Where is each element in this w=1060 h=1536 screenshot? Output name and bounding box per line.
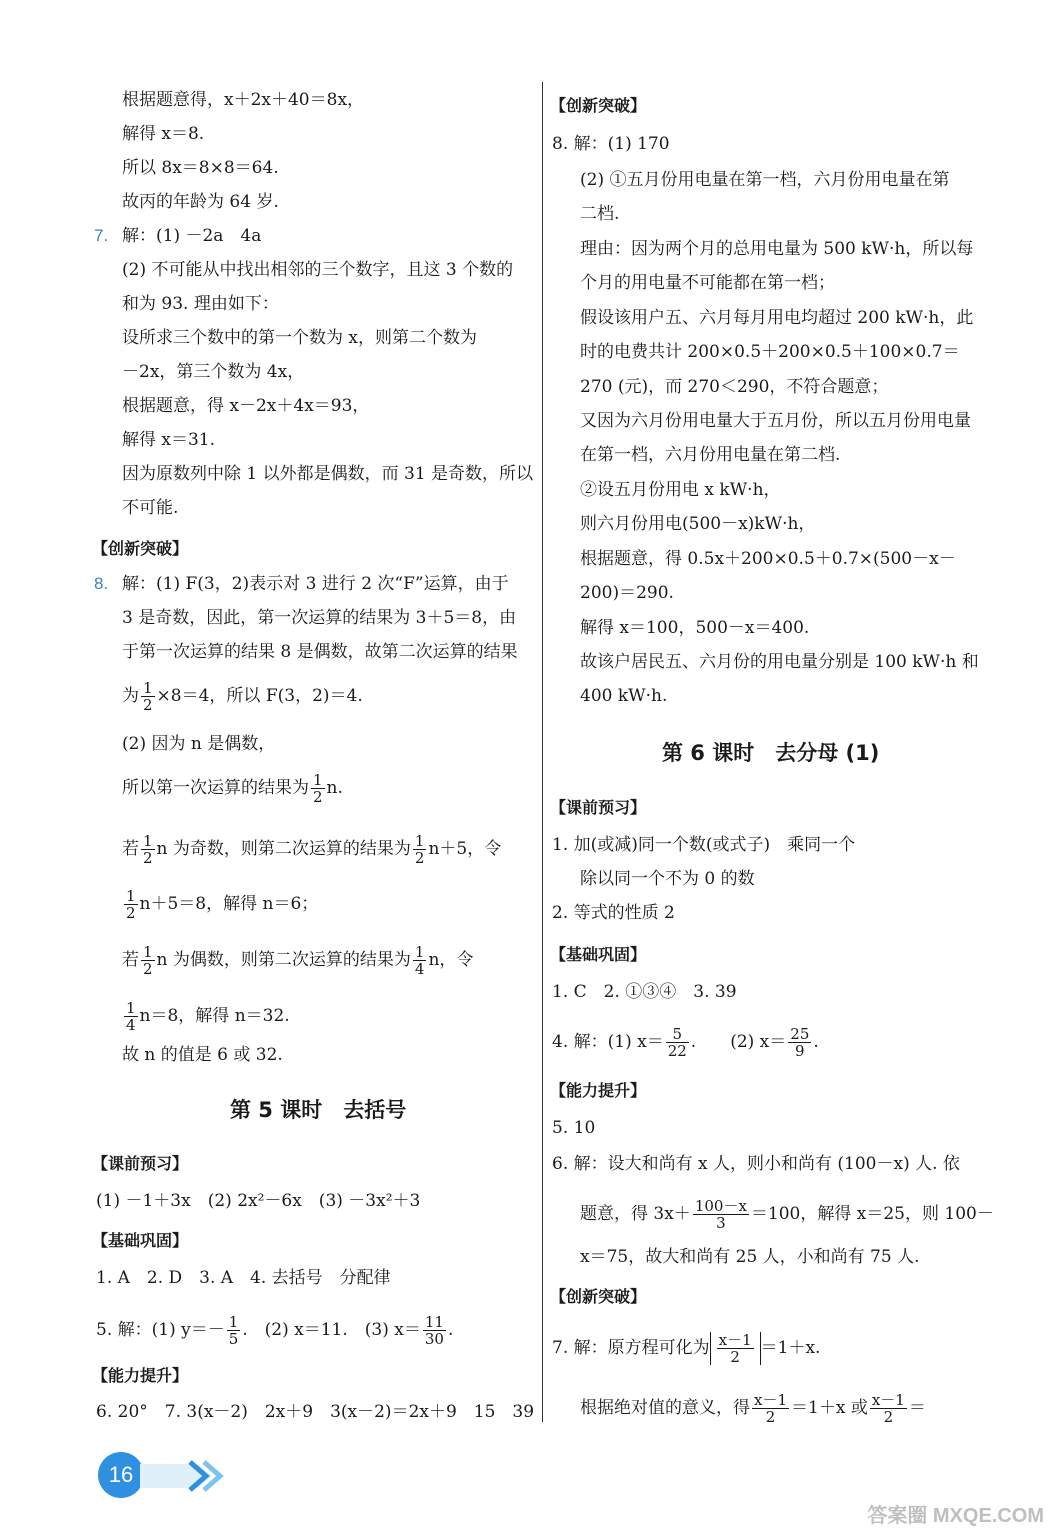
text: ＝1＋x 或 (791, 1398, 868, 1418)
text: 4. 解：(1) x＝ (552, 1032, 664, 1052)
denominator: 2 (143, 849, 153, 867)
numerator: 1 (126, 999, 136, 1017)
text-line: 270 (元)，而 270＜290，不符合题意； (580, 377, 889, 397)
numerator: x－1 (754, 1391, 788, 1409)
denominator: 2 (752, 1408, 789, 1425)
text-line: 除以同一个不为 0 的数 (580, 869, 755, 889)
text: 题意，得 3x＋ (580, 1204, 691, 1224)
text-line: 根据题意得，x＋2x＋40＝8x， (122, 90, 365, 110)
text-line: 假设该用户五、六月每月用电均超过 200 kW·h，此 (580, 308, 974, 328)
text-line: 故丙的年龄为 64 岁. (122, 192, 279, 212)
denominator: 5 (228, 1330, 239, 1348)
text-line: 根据题意，得 x－2x＋4x＝93， (122, 396, 370, 416)
fraction (124, 888, 138, 921)
fraction (423, 1314, 446, 1347)
fraction (227, 1314, 241, 1347)
text-line: 又因为六月份用电量大于五月份，所以五月份用电量 (580, 411, 971, 431)
text-line (122, 772, 343, 805)
section-heading: 【课前预习】 (92, 1154, 189, 1173)
text: n. (326, 778, 343, 798)
text: 根据绝对值的意义，得 (580, 1398, 750, 1418)
arrow-decoration-icon (140, 1458, 230, 1494)
text-line: 解：(1) －2a 4a (122, 226, 262, 246)
text-line: 所以 8x＝8×8＝64. (122, 158, 279, 178)
text: 5. 解：(1) y＝－ (96, 1320, 225, 1340)
text-line (122, 833, 501, 866)
text-line: 1. C 2. ①③④ 3. 39 (552, 982, 737, 1002)
question-number: 8. (94, 574, 109, 593)
fraction (788, 1026, 811, 1059)
text: . (2) x＝ (690, 1032, 787, 1052)
text-line: 和为 93. 理由如下： (122, 294, 279, 314)
denominator: 2 (717, 1348, 754, 1365)
text-line (580, 1198, 994, 1231)
text-line: 时的电费共计 200×0.5＋200×0.5＋100×0.7＝ (580, 342, 960, 362)
fraction (693, 1198, 749, 1231)
denominator: 2 (414, 849, 425, 867)
text-line: 故该户居民五、六月份的用电量分别是 100 kW·h 和 (580, 652, 979, 672)
text: ＝1＋x. (760, 1338, 821, 1358)
text-line: (2) 因为 n 是偶数， (122, 734, 276, 754)
numerator: 1 (228, 1313, 239, 1331)
denominator: 4 (414, 960, 425, 978)
denominator: 9 (788, 1042, 811, 1059)
text-line: 400 kW·h. (580, 686, 668, 706)
numerator: 1 (414, 832, 425, 850)
text-line: 二档. (580, 204, 620, 224)
fraction (870, 1392, 907, 1425)
text: n＋5，令 (428, 839, 502, 859)
fraction (413, 944, 427, 977)
denominator: 2 (313, 788, 323, 806)
text: . (813, 1032, 819, 1052)
text-line: 故 n 的值是 6 或 32. (122, 1045, 283, 1065)
text-line: 2. 等式的性质 2 (552, 903, 675, 923)
denominator: 22 (667, 1042, 687, 1060)
denominator: 30 (424, 1330, 444, 1348)
denominator: 2 (870, 1408, 907, 1425)
text: 7. 解：原方程可化为 (552, 1338, 710, 1358)
text-line: x＝75，故大和尚有 25 人，小和尚有 75 人. (580, 1247, 920, 1267)
text: 所以第一次运算的结果为 (122, 778, 309, 798)
text: . (447, 1320, 454, 1340)
numerator: 25 (790, 1025, 810, 1043)
fraction (752, 1392, 789, 1425)
numerator: 1 (143, 679, 153, 697)
text-line: 6. 解：设大和尚有 x 人，则小和尚有 (100－x) 人. 依 (552, 1154, 960, 1174)
text-line: 1. A 2. D 3. A 4. 去括号 分配律 (96, 1268, 391, 1288)
numerator: x－1 (871, 1391, 905, 1409)
text: 若 (122, 839, 139, 859)
fraction (717, 1332, 754, 1365)
text-line (552, 1332, 820, 1365)
question-number: 7. (94, 226, 109, 245)
fraction (141, 833, 155, 866)
text-line: (1) －1＋3x (2) 2x²－6x (3) －3x²＋3 (96, 1191, 421, 1211)
text-line: 5. 10 (552, 1118, 596, 1138)
numerator: 1 (126, 887, 136, 905)
numerator: 1 (143, 832, 153, 850)
page-number-badge (98, 1452, 144, 1498)
text: n，令 (428, 950, 474, 970)
text-line: ②设五月份用电 x kW·h， (580, 480, 781, 500)
numerator: x－1 (718, 1331, 752, 1349)
text-line (96, 1314, 453, 1347)
text-line: (2) ①五月份用电量在第一档，六月份用电量在第 (580, 170, 950, 190)
fraction (413, 833, 427, 866)
numerator: 1 (143, 943, 153, 961)
numerator: 100－x (694, 1197, 747, 1215)
text-line: 1. 加(或减)同一个数(或式子) 乘同一个 (552, 835, 856, 855)
text: 为 (122, 686, 139, 706)
text-line: 在第一档，六月份用电量在第二档. (580, 445, 841, 465)
lesson-title: 第 6 课时 去分母 (1) (662, 741, 880, 765)
text: n 为偶数，则第二次运算的结果为 (156, 950, 411, 970)
text-line: 因为原数列中除 1 以外都是偶数，而 31 是奇数，所以 (122, 464, 534, 484)
section-heading: 【基础巩固】 (92, 1231, 189, 1250)
text-line: 则六月份用电(500－x)kW·h， (580, 514, 816, 534)
text-line: 设所求三个数中的第一个数为 x，则第二个数为 (122, 328, 477, 348)
text-line: 8. 解：(1) 170 (552, 134, 670, 154)
text-line: 个月的用电量不可能都在第一档； (580, 273, 835, 293)
text: n 为奇数，则第二次运算的结果为 (156, 839, 411, 859)
text-line: 3 是奇数，因此，第一次运算的结果为 3＋5＝8，由 (122, 608, 517, 628)
text-line: 于第一次运算的结果 8 是偶数，故第二次运算的结果 (122, 642, 518, 662)
section-heading: 【创新突破】 (550, 1287, 647, 1306)
text-line (552, 1026, 819, 1059)
numerator: 5 (672, 1025, 683, 1043)
text-line: 理由：因为两个月的总用电量为 500 kW·h，所以每 (580, 239, 974, 259)
fraction (311, 772, 325, 805)
section-heading: 【创新突破】 (550, 96, 647, 115)
text-line: －2x，第三个数为 4x， (122, 362, 305, 382)
text-line (122, 944, 473, 977)
text: 若 (122, 950, 139, 970)
text-line: 解得 x＝100，500－x＝400. (580, 618, 810, 638)
text-line: 解得 x＝31. (122, 430, 216, 450)
numerator: 11 (424, 1313, 444, 1331)
text-line: (2) 不可能从中找出相邻的三个数字，且这 3 个数的 (122, 260, 514, 280)
numerator: 1 (313, 771, 323, 789)
denominator: 2 (143, 696, 153, 714)
text: ＝ (908, 1398, 926, 1418)
text-line (122, 888, 318, 921)
text-line (122, 1000, 290, 1033)
denominator: 2 (126, 904, 136, 922)
section-heading: 【能力提升】 (550, 1081, 647, 1100)
text-line: 不可能. (122, 498, 179, 518)
numerator: 1 (414, 943, 425, 961)
fraction (666, 1026, 689, 1059)
section-heading: 【课前预习】 (550, 798, 647, 817)
text-line (122, 680, 363, 713)
absolute-value (710, 1332, 761, 1365)
fraction (141, 680, 155, 713)
watermark: 答案圈 MXQE.COM (867, 1505, 1044, 1527)
text: ×8＝4，所以 F(3，2)＝4. (156, 686, 363, 706)
page-number: 16 (108, 1462, 134, 1487)
text-line (580, 1392, 926, 1425)
text-line: 根据题意，得 0.5x＋200×0.5＋0.7×(500－x－ (580, 549, 956, 569)
section-heading: 【基础巩固】 (550, 945, 647, 964)
text-line: 解：(1) F(3，2)表示对 3 进行 2 次“F”运算，由于 (122, 574, 509, 594)
column-divider (542, 82, 543, 1422)
text-line: 解得 x＝8. (122, 124, 205, 144)
denominator: 3 (693, 1214, 749, 1231)
fraction (141, 944, 155, 977)
text-line: 6. 20° 7. 3(x－2) 2x＋9 3(x－2)＝2x＋9 15 39 (96, 1402, 535, 1422)
text: . (2) x＝11. (3) x＝ (242, 1320, 421, 1340)
denominator: 2 (143, 960, 153, 978)
section-heading: 【能力提升】 (92, 1366, 189, 1385)
section-heading: 【创新突破】 (92, 539, 189, 558)
denominator: 4 (126, 1016, 136, 1034)
text: ＝100，解得 x＝25，则 100－ (750, 1204, 994, 1224)
text-line: 200)＝290. (580, 583, 674, 603)
text: n＝8，解得 n＝32. (139, 1006, 290, 1026)
lesson-title: 第 5 课时 去括号 (230, 1098, 407, 1122)
fraction (124, 1000, 138, 1033)
text: n＋5＝8，解得 n＝6； (139, 894, 319, 914)
